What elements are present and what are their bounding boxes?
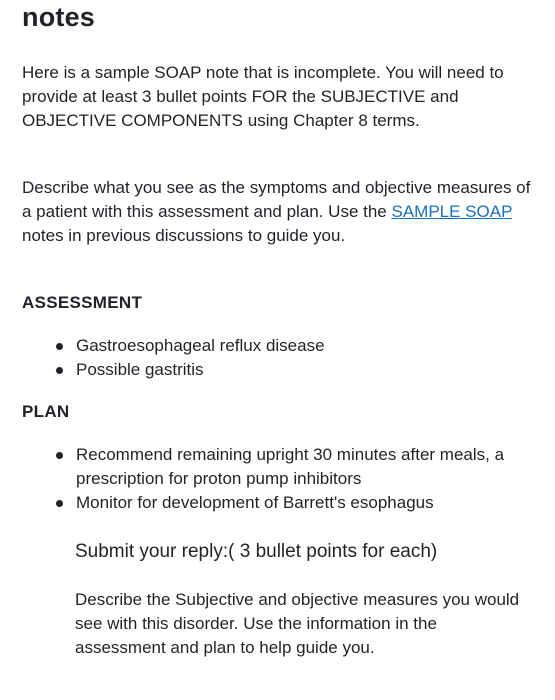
assessment-list <box>22 334 522 382</box>
plan-heading: PLAN <box>22 402 70 421</box>
instructions-text-before-link: Describe what you see as the symptoms and objective measures of a patient with this assessment and plan. Use the <box>22 178 531 221</box>
list-item <box>22 358 522 382</box>
instructions-text-after-link: notes in previous discussions to guide you. <box>22 226 346 245</box>
instructions-paragraph <box>22 176 537 248</box>
assessment-item-text: Possible gastritis <box>76 360 204 379</box>
assessment-heading: ASSESSMENT <box>22 293 143 312</box>
bullet-icon <box>56 343 63 350</box>
intro-paragraph: Here is a sample SOAP note that is incomplete. You will need to provide at least 3 bullet points FOR the SUBJECTIVE and OBJECTIVE COMPONENTS using Chapter 8 terms. <box>22 63 504 130</box>
plan-item-text: Monitor for development of Barrett's esophagus <box>76 493 434 512</box>
page-title: notes <box>22 2 96 32</box>
list-item <box>22 334 522 358</box>
plan-list <box>22 443 522 515</box>
sample-soap-link[interactable]: SAMPLE SOAP <box>391 202 513 221</box>
bullet-icon <box>56 367 63 374</box>
assessment-item-text: Gastroesophageal reflux disease <box>76 336 325 355</box>
bullet-icon <box>56 452 63 459</box>
submit-prompt: Submit your reply:( 3 bullet points for each) <box>75 541 438 562</box>
plan-item-text: Recommend remaining upright 30 minutes after meals, a prescription for proton pump inhibitors <box>76 445 505 488</box>
list-item <box>22 491 522 515</box>
bullet-icon <box>56 500 63 507</box>
final-instruction: Describe the Subjective and objective measures you would see with this disorder. Use the information in the assessment and plan to help guide you. <box>75 590 520 657</box>
list-item <box>22 443 522 491</box>
